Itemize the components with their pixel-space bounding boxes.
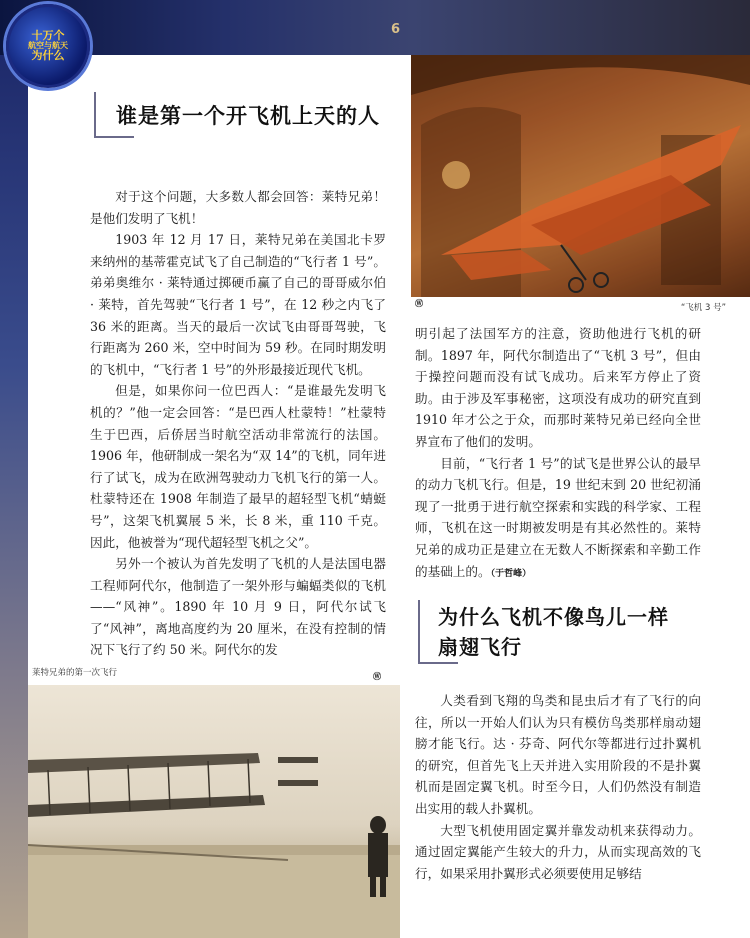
badge-line1: 十万个 xyxy=(31,29,65,43)
wright-first-flight-photo xyxy=(28,685,400,938)
article2-title-line2: 扇翅飞行 xyxy=(438,635,522,659)
paragraph-text: 目前，“飞行者 1 号”的试飞是世界公认的最早的动力飞机飞行。但是，19 世纪末到 20 世纪初涌现了一批勇于进行航空探索和实践的科学家、工程师，飞机在这一时期被发明是有其必然性的。莱特兄弟的成功正是建立在无数人不断探索和辛勤工作的基础上的。 xyxy=(415,455,701,579)
paragraph: 人类看到飞翔的鸟类和昆虫后才有了飞行的向往，所以一开始人们认为只有模仿鸟类那样扇动翅膀才能飞行。达 · 芬奇、阿代尔等都进行过扑翼机的研究，但首先飞上天并进入实用阶段的不是扑翼机而是固定翼飞机。时至今日，人们仍然没有制造出实用的载人扑翼机。 xyxy=(415,693,701,816)
caption-plane3: “飞机 3 号” xyxy=(680,303,726,313)
article1-title-box xyxy=(94,92,396,136)
article2-title-line1: 为什么飞机不像鸟儿一样 xyxy=(438,605,669,629)
title-underline xyxy=(418,662,458,664)
watermark-left: Ⓦ xyxy=(373,672,381,681)
page-number: 6 xyxy=(391,22,401,37)
article1-body-left xyxy=(90,186,386,661)
plane3-photo xyxy=(411,55,750,297)
paragraph: 但是，如果你问一位巴西人：“是谁最先发明飞机的？”他一定会回答：“是巴西人杜蒙特！”杜蒙特生于巴西，后侨居当时航空活动非常流行的法国。1906 年，他研制成一架名为“双 14”的飞机，同年进行了试飞，成为在欧洲驾驶动力飞机飞行的第一人。杜蒙特还在 1908 年制造了最早的超轻型飞机“蜻蜓号”，这架飞机翼展 5 米，长 8 米，重 110 千克。因此，他被誉为“现代超轻型飞机之父”。 xyxy=(90,383,386,550)
left-sky-strip xyxy=(0,55,28,938)
article2-title-box xyxy=(418,600,720,662)
watermark-right: Ⓦ xyxy=(415,299,423,308)
author: （于哲峰） xyxy=(490,568,532,579)
badge-line3: 为什么 xyxy=(31,49,65,63)
article2-title xyxy=(438,602,669,662)
paragraph xyxy=(415,453,701,586)
paragraph: 1903 年 12 月 17 日，莱特兄弟在美国北卡罗来纳州的基蒂霍克试飞了自己制造的“飞行者 1 号”。弟弟奥维尔 · 莱特通过掷硬币赢了自己的哥哥威尔伯 · 莱特，首先驾驶“飞行者 1 号”，在 12 秒之内飞了 36 米的距离。当天的最后一次试飞由哥哥驾驶，飞行距离为 260 米，空中时间为 59 秒。在同时期发明的飞机中，“飞行者 1 号”的外形最接近现代飞机。 xyxy=(90,232,386,377)
badge-line2: 航空与航天 xyxy=(28,40,68,50)
paragraph: 明引起了法国军方的注意，资助他进行飞机的研制。1897 年，阿代尔制造出了“飞机 3 号”，但由于操控问题而没有试飞成功。后来军方停止了资助。由于涉及军事秘密，这项没有成功的研究直到 1910 年才公之于众，而那时莱特兄弟已经向全世界宣布了他们的发明。 xyxy=(415,326,701,449)
paragraph: 对于这个问题，大多数人都会回答：莱特兄弟！是他们发明了飞机！ xyxy=(90,189,386,226)
article2-body xyxy=(415,690,701,884)
plane3-illustration xyxy=(411,55,750,297)
article1-body-right xyxy=(415,323,701,585)
top-banner xyxy=(0,0,750,55)
caption-wright-first-flight: 莱特兄弟的第一次飞行 xyxy=(32,668,118,678)
paragraph: 另外一个被认为首先发明了飞机的人是法国电器工程师阿代尔，他制造了一架外形与蝙蝠类似的飞机——“风神”。1890 年 10 月 9 日，阿代尔试飞了“风神”，离地高度约为 20 厘米，在没有控制的情况下飞行了约 50 米。阿代尔的发 xyxy=(90,556,386,658)
wright-flyer-illustration xyxy=(28,685,400,938)
article1-title: 谁是第一个开飞机上天的人 xyxy=(116,104,380,128)
paragraph: 大型飞机使用固定翼并靠发动机来获得动力。通过固定翼能产生较大的升力，从而实现高效的飞行，如果采用扑翼形式必须要使用足够结 xyxy=(415,822,701,881)
series-logo-badge xyxy=(6,4,90,88)
title-underline xyxy=(94,136,134,138)
